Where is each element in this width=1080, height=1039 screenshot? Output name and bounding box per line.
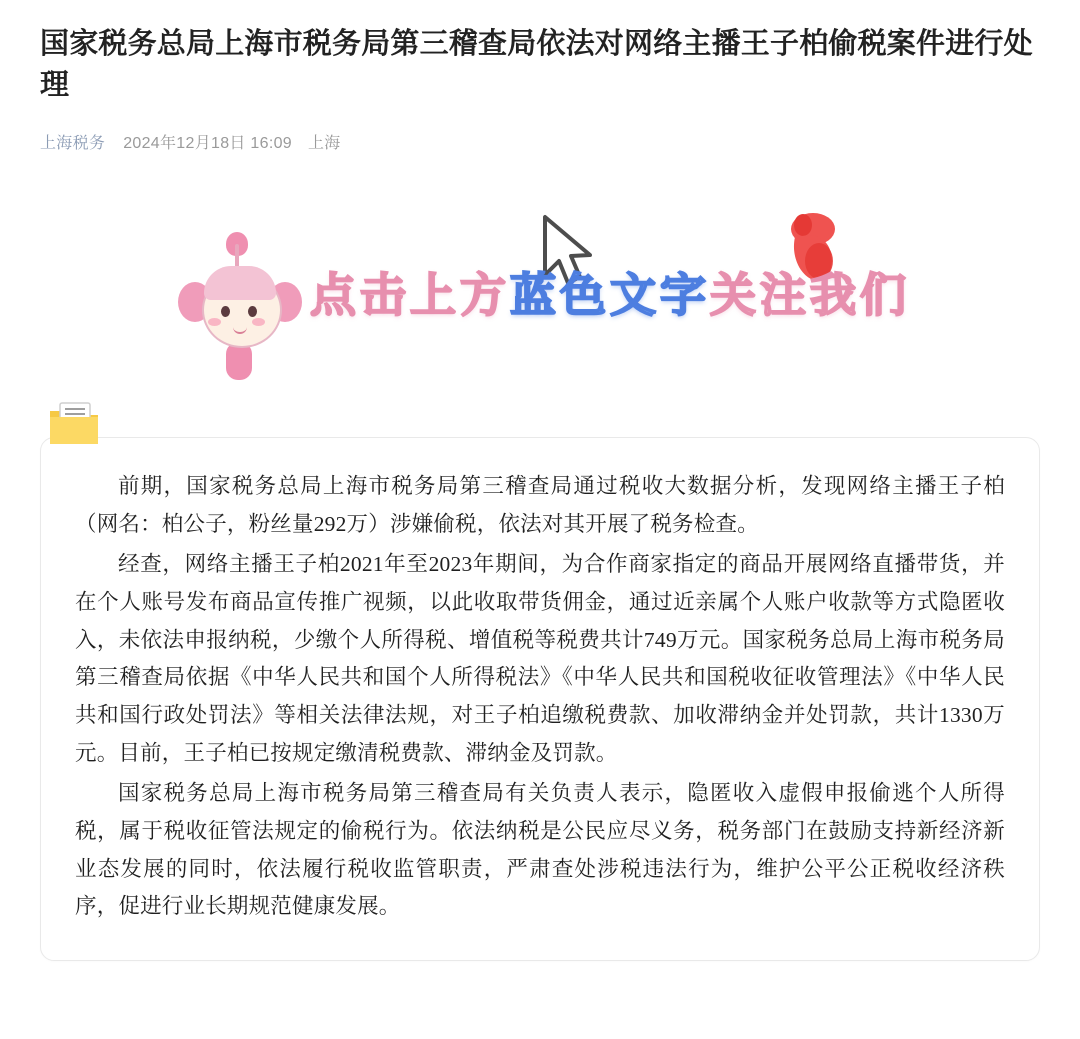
article-paragraph: 经查，网络主播王子柏2021年至2023年期间，为合作商家指定的商品开展网络直播带货，并在个人账号发布商品宣传推广视频，以此收取带货佣金，通过近亲属个人账户收款等方式隐匿收入，未依法申报纳税，少缴个人所得税、增值税等税费共计749万元。国家税务总局上海市税务局第三稽查局依据《中华人民共和国个人所得税法》《中华人民共和国税收征收管理法》《中华人民共和国行政处罚法》等相关法律法规，对王子柏追缴税费款、加收滞纳金并处罚款，共计1330万元。目前，王子柏已按规定缴清税费款、滞纳金及罚款。 [75, 552, 1005, 766]
article-paragraph: 前期，国家税务总局上海市税务局第三稽查局通过税收大数据分析，发现网络主播王子柏（网名：柏公子，粉丝量292万）涉嫌偷税，依法对其开展了税务检查。 [75, 474, 1005, 537]
article-body-card [40, 437, 1040, 961]
banner-text-part2: 蓝色文字 [510, 269, 710, 322]
folder-icon [48, 401, 102, 447]
banner-text-part3: 关注我们 [710, 269, 910, 322]
article-date: 2024年12月18日 16:09 [123, 135, 292, 153]
article-location: 上海 [307, 135, 341, 153]
cartoon-girl-icon [180, 244, 300, 384]
article-paragraph: 国家税务总局上海市税务局第三稽查局有关负责人表示，隐匿收入虚假申报偷逃个人所得税，属于税收征管法规定的偷税行为。依法纳税是公民应尽义务，税务部门在鼓励支持新经济新业态发展的同时，依法履行税收监管职责，严肃查处涉税违法行为，维护公平公正税收经济秩序，促进行业长期规范健康发展。 [75, 780, 1005, 919]
banner-text [310, 259, 910, 325]
banner-text-part1: 点击上方 [310, 269, 510, 322]
article-source[interactable]: 上海税务 [40, 135, 106, 153]
article-meta [40, 130, 1040, 153]
article-content [40, 437, 1040, 961]
page-title: 国家税务总局上海市税务局第三稽查局依法对网络主播王子柏偷税案件进行处理 [40, 28, 1033, 102]
promo-banner [40, 199, 1040, 429]
